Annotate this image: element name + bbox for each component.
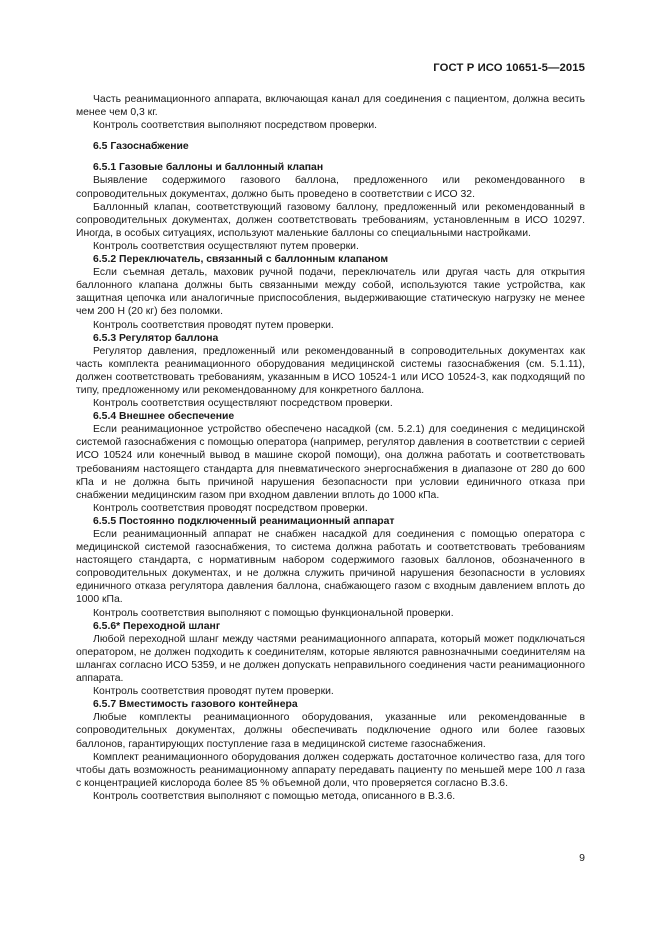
paragraph: Выявление содержимого газового баллона, предложенного или рекомендованного в сопроводительных документах, должно быть проведено в соответствии с ИСО 32. [76, 175, 585, 200]
paragraph: Комплект реанимационного оборудования должен содержать достаточное количество газа, для того чтобы дать возможность реанимационному аппарату передавать пациенту по меньшей мере 100 л газа с концентрацией кислорода более 85 % объемной доли, что проверяется согласно В.3.6. [76, 751, 585, 789]
section-heading: 6.5 Газоснабжение [93, 141, 189, 153]
paragraph: Контроль соответствия выполняют с помощью функциональной проверки. [93, 607, 454, 619]
paragraph: Часть реанимационного аппарата, включающая канал для соединения с пациентом, должна весить менее чем 0,3 кг. [76, 94, 585, 119]
document-header: ГОСТ Р ИСО 10651-5—2015 [433, 62, 585, 74]
subsection-heading: 6.5.1 Газовые баллоны и баллонный клапан [93, 162, 324, 174]
paragraph: Любой переходной шланг между частями реанимационного аппарата, который может подключаться оператором, не должен подходить к соединителям, которые являются равнозначными соединителям на шлангах согласно ИСО 5359, и не должен допускать неправильного соединения части реанимационного аппарата. [76, 633, 585, 685]
document-body [76, 93, 585, 803]
subsection-heading: 6.5.4 Внешнее обеспечение [93, 411, 235, 423]
subsection-heading: 6.5.3 Регулятор баллона [93, 332, 219, 344]
subsection-heading: 6.5.7 Вместимость газового контейнера [93, 699, 298, 711]
paragraph: Если реанимационное устройство обеспечено насадкой (см. 5.2.1) для соединения с медицинской системой газоснабжения с помощью оператора (например, регулятор давления в соответствии с серией ИСО 10524 или конечный вывод в машине скорой помощи), она должна работать и соответствовать требованиям настоящего стандарта для пневматического энергоснабжения в диапазоне от 280 до 600 кПа и не должна быть причиной нарушения безопасности при условии единичного отказа при снабжении медицинским газом при входном давлении вплоть до 1000 кПа. [76, 424, 585, 501]
paragraph: Контроль соответствия проводят посредством проверки. [93, 502, 368, 514]
paragraph: Если реанимационный аппарат не снабжен насадкой для соединения с помощью оператора с медицинской системой газоснабжения, то система должна работать и соответствовать требованиям настоящего стандарта, с нормативным набором содержимого газовых баллонов, обозначенного в сопроводительных документах, и не должна служить причиной нарушения безопасности в условиях единичного отказа регулятора давления баллона, снабжающего газом с входным давлением вплоть до 1000 кПа. [76, 529, 585, 606]
paragraph: Контроль соответствия проводят путем проверки. [93, 686, 334, 698]
paragraph: Баллонный клапан, соответствующий газовому баллону, предложенный или рекомендованный в сопроводительных документах, должен соответствовать требованиям, установленным в ИСО 10297. Иногда, в особых ситуациях, используют маленькие баллоны со специальными настройками. [76, 201, 585, 239]
paragraph: Контроль соответствия выполняют с помощью метода, описанного в В.3.6. [93, 790, 456, 802]
paragraph: Регулятор давления, предложенный или рекомендованный в сопроводительных документах как часть комплекта реанимационного оборудования медицинской системы газоснабжения (см. 5.1.11), должен соответствовать требованиям, указанным в ИСО 10524-1 или ИСО 10524-3, как подходящий по типу, предложенному или рекомендованному для конкретного баллона. [76, 345, 585, 396]
paragraph: Контроль соответствия осуществляют посредством проверки. [93, 398, 393, 410]
paragraph: Контроль соответствия проводят путем проверки. [93, 319, 334, 331]
subsection-heading: 6.5.5 Постоянно подключенный реанимационный аппарат [93, 515, 395, 527]
paragraph: Контроль соответствия выполняют посредством проверки. [93, 120, 378, 132]
subsection-heading: 6.5.2 Переключатель, связанный с баллонным клапаном [93, 254, 389, 266]
paragraph: Если съемная деталь, маховик ручной подачи, переключатель или другая часть для открытия баллонного клапана должны быть связанными между собой, используются такие устройства, как защитная цепочка или аналогичные приспособления, выдерживающие статическую нагрузку не менее чем 200 Н (20 кг) без поломки. [76, 267, 585, 318]
paragraph: Контроль соответствия осуществляют путем проверки. [93, 240, 359, 252]
page-number: 9 [579, 852, 585, 864]
paragraph: Любые комплекты реанимационного оборудования, указанные или рекомендованные в сопроводительных документах, должны обеспечивать подключение одного или более газовых баллонов, гарантирующих поступление газа в медицинской системе газоснабжения. [76, 712, 585, 750]
subsection-heading: 6.5.6* Переходной шланг [93, 620, 221, 632]
